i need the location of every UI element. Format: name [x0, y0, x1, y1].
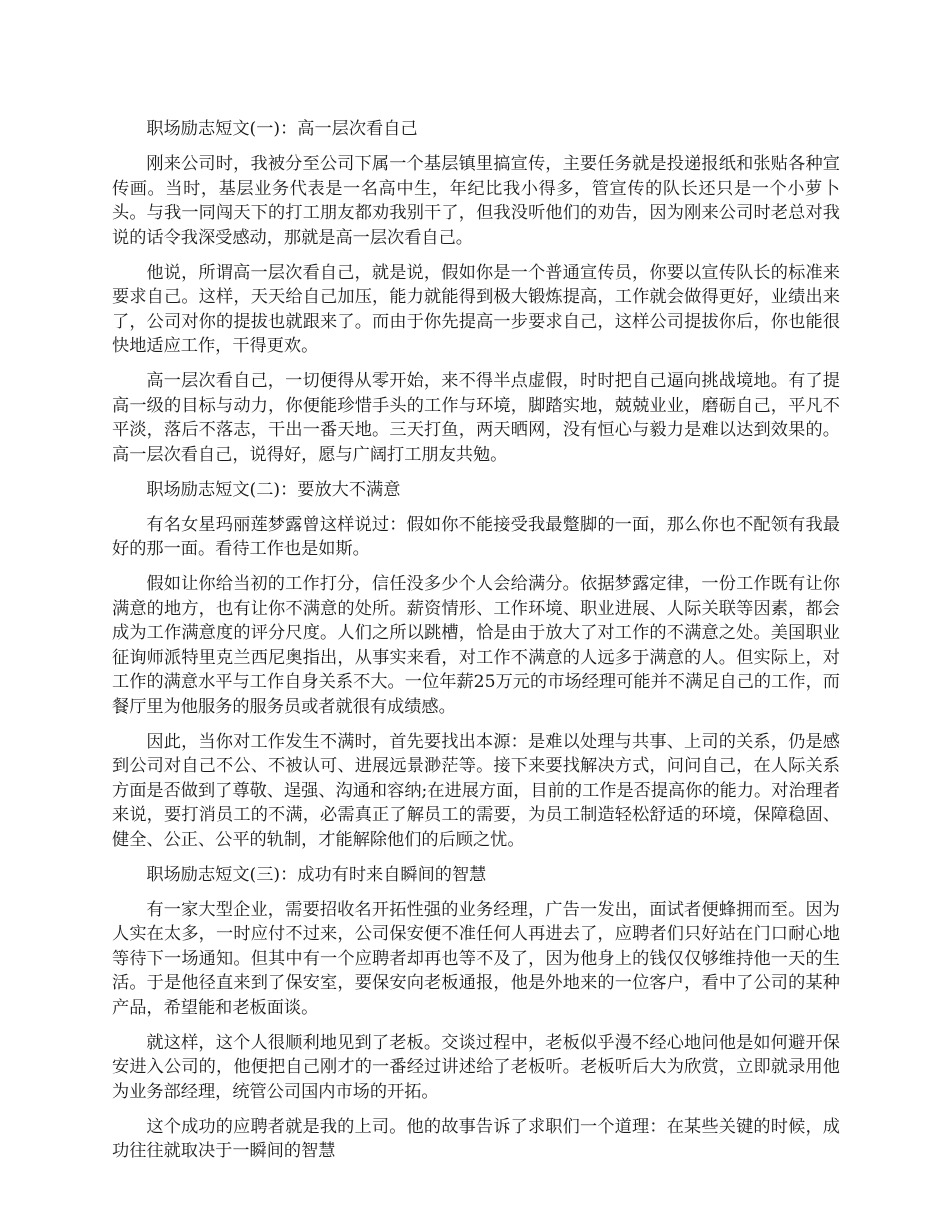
document-body — [112, 117, 840, 1174]
section-heading-3: 职场励志短文(三)：成功有时来自瞬间的智慧 — [146, 864, 487, 885]
paragraph: 就这样，这个人很顺利地见到了老板。交谈过程中，老板似乎漫不经心地问他是如何避开保安进入公司的，他便把自己刚才的一番经过讲述给了老板听。老板听后大为欣赏，立即就录用他为业务部经理，统管公司国内市场的开拓。 — [112, 1032, 840, 1102]
paragraph: 他说，所谓高一层次看自己，就是说，假如你是一个普通宣传员，你要以宣传队长的标准来要求自己。这样，天天给自己加压，能力就能得到极大锻炼提高，工作就会做得更好，业绩出来了，公司对你的提拔也就跟来了。而由于你先提高一步要求自己，这样公司提拔你后，你也能很快地适应工作，干得更欢。 — [112, 262, 840, 356]
paragraph: 有名女星玛丽莲梦露曾这样说过：假如你不能接受我最蹩脚的一面，那么你也不配领有我最好的那一面。看待工作也是如斯。 — [112, 514, 840, 559]
section-heading-2: 职场励志短文(二)：要放大不满意 — [146, 479, 401, 500]
paragraph: 假如让你给当初的工作打分，信任没多少个人会给满分。依据梦露定律，一份工作既有让你满意的地方，也有让你不满意的处所。薪资情形、工作环境、职业进展、人际关联等因素，都会成为工作满意度的评分尺度。人们之所以跳槽，恰是由于放大了对工作的不满意之处。美国职业征询师派特里克兰西尼奥指出，从事实来看，对工作不满意的人远多于满意的人。但实际上，对工作的满意水平与工作自身关系不大。一位年薪25万元的市场经理可能并不满足自己的工作，而餐厅里为他服务的服务员或者就很有成绩感。 — [112, 574, 840, 717]
paragraph: 高一层次看自己，一切便得从零开始，来不得半点虚假，时时把自己逼向挑战境地。有了提高一级的目标与动力，你便能珍惜手头的工作与环境，脚踏实地，兢兢业业，磨砺自己，平凡不平淡，落后不落志，干出一番天地。三天打鱼，两天晒网，没有恒心与毅力是难以达到效果的。高一层次看自己，说得好，愿与广阔打工朋友共勉。 — [112, 371, 840, 465]
paragraph: 这个成功的应聘者就是我的上司。他的故事告诉了求职们一个道理：在某些关键的时候，成功往往就取决于一瞬间的智慧 — [112, 1116, 840, 1161]
paragraph: 刚来公司时，我被分至公司下属一个基层镇里搞宣传，主要任务就是投递报纸和张贴各种宣传画。当时，基层业务代表是一名高中生，年纪比我小得多，管宣传的队长还只是一个小萝卜头。与我一同闯天下的打工朋友都劝我别干了，但我没听他们的劝告，因为刚来公司时老总对我说的话令我深受感动，那就是高一层次看自己。 — [112, 154, 840, 248]
paragraph: 因此，当你对工作发生不满时，首先要找出本源：是难以处理与共事、上司的关系，仍是感到公司对自己不公、不被认可、进展远景渺茫等。接下来要找解决方式，问问自己，在人际关系方面是否做到了尊敬、逞强、沟通和容纳;在进展方面，目前的工作是否提高你的能力。对治理者来说，要打消员工的不满，必需真正了解员工的需要，为员工制造轻松舒适的环境，保障稳固、健全、公正、公平的轨制，才能解除他们的后顾之忧。 — [112, 731, 840, 850]
paragraph: 有一家大型企业，需要招收名开拓性强的业务经理，广告一发出，面试者便蜂拥而至。因为人实在太多，一时应付不过来，公司保安便不准任何人再进去了，应聘者们只好站在门口耐心地等待下一场通知。但其中有一个应聘者却再也等不及了，因为他身上的钱仅仅够维持他一天的生活。于是他径直来到了保安室，要保安向老板通报，他是外地来的一位客户，看中了公司的某种产品，希望能和老板面谈。 — [112, 899, 840, 1018]
section-heading-1: 职场励志短文(一)：高一层次看自己 — [146, 119, 418, 139]
